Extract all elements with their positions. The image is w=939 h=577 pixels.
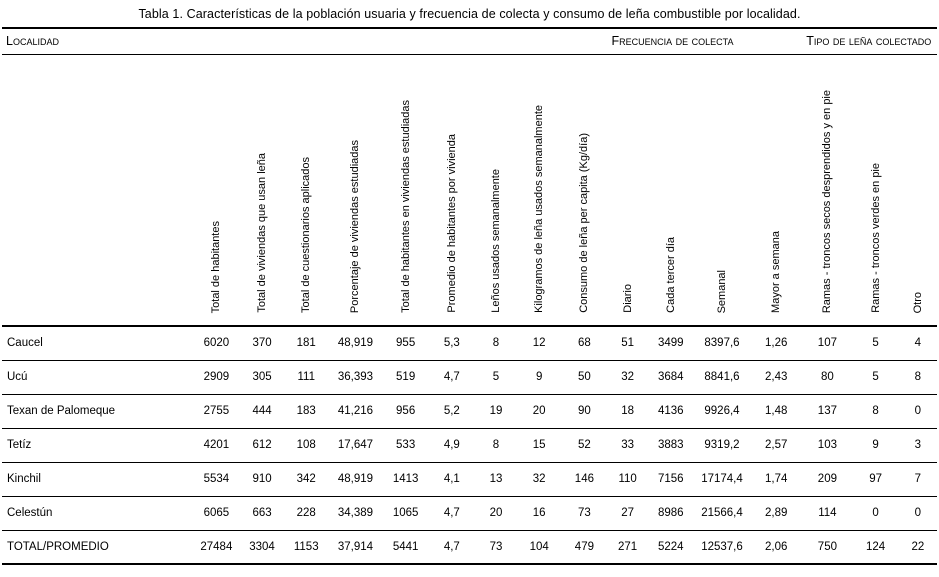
value-cell: 52 <box>577 439 591 451</box>
column-header-label: Otro <box>911 291 924 313</box>
value-cell: 1,74 <box>765 473 788 485</box>
column-header <box>750 54 802 326</box>
localidad-header: Localidad <box>2 28 608 54</box>
localidad-cell: Texan de Palomeque <box>7 405 116 417</box>
value-cell: 305 <box>252 371 272 383</box>
value-cell: 4,7 <box>443 540 460 553</box>
value-cell: 22 <box>911 540 925 553</box>
value-cell: 955 <box>396 337 416 350</box>
value-cell: 1,48 <box>765 405 788 417</box>
value-cell: 750 <box>817 540 837 553</box>
localidad-column-spacer <box>2 54 193 326</box>
value-cell: 68 <box>577 337 591 350</box>
value-cell: 1065 <box>392 507 419 519</box>
column-header-label: Kilogramos de leña usados semanalmente <box>533 105 546 313</box>
value-cell: 4 <box>914 337 922 350</box>
value-cell: 20 <box>489 507 503 519</box>
value-cell: 8 <box>492 439 500 451</box>
value-cell: 124 <box>866 540 886 553</box>
value-cell: 9926,4 <box>704 405 740 417</box>
value-cell: 3499 <box>657 337 684 350</box>
column-header <box>517 54 561 326</box>
column-header <box>240 54 284 326</box>
column-header-label: Leños usados semanalmente <box>489 169 502 313</box>
value-cell: 48,919 <box>337 473 374 485</box>
column-header-label: Semanal <box>715 269 728 313</box>
value-cell: 5441 <box>392 540 419 553</box>
column-header-row <box>2 54 937 326</box>
column-header <box>608 54 648 326</box>
value-cell: 209 <box>817 473 837 485</box>
group-header-row <box>2 28 937 54</box>
value-cell: 342 <box>296 473 316 485</box>
value-cell: 146 <box>574 473 594 485</box>
value-cell: 111 <box>297 371 315 383</box>
column-header-label: Consumo de leña per capita (Kg/día) <box>578 133 591 313</box>
column-header <box>383 54 429 326</box>
value-cell: 137 <box>817 405 837 417</box>
localidad-cell: Tetíz <box>7 439 32 451</box>
table-row <box>2 394 937 428</box>
column-header-label: Diario <box>621 284 634 313</box>
value-cell: 110 <box>618 473 637 485</box>
localidad-cell: Kinchil <box>7 473 41 485</box>
value-cell: 80 <box>821 371 834 383</box>
localidad-cell: TOTAL/PROMEDIO <box>7 540 109 553</box>
table-row <box>2 360 937 394</box>
column-header-label: Ramas - troncos secos desprendidos y en pie <box>821 89 834 313</box>
table-row <box>2 530 937 564</box>
value-cell: 3304 <box>249 540 275 553</box>
value-cell: 17,647 <box>337 439 374 451</box>
value-cell: 34,389 <box>337 507 374 519</box>
data-table <box>2 27 937 565</box>
column-header <box>899 54 937 326</box>
value-cell: 5 <box>872 337 879 350</box>
value-cell: 4201 <box>203 439 230 451</box>
value-cell: 910 <box>252 473 272 485</box>
value-cell: 21566,4 <box>701 507 743 519</box>
value-cell: 2,06 <box>765 540 788 553</box>
column-header <box>853 54 899 326</box>
value-cell: 19 <box>489 405 503 417</box>
value-cell: 181 <box>296 337 316 350</box>
value-cell: 73 <box>577 507 591 519</box>
frecuencia-de-colecta-group-header: Frecuencia de colecta <box>608 28 803 54</box>
value-cell: 8 <box>492 337 500 350</box>
column-header <box>648 54 694 326</box>
value-cell: 9319,2 <box>704 439 740 451</box>
column-header <box>328 54 382 326</box>
value-cell: 3684 <box>657 371 684 383</box>
value-cell: 73 <box>489 540 503 553</box>
table-row <box>2 496 937 530</box>
column-header <box>561 54 607 326</box>
value-cell: 27 <box>621 507 634 519</box>
value-cell: 9 <box>535 371 543 383</box>
value-cell: 612 <box>252 439 272 451</box>
value-cell: 7156 <box>657 473 684 485</box>
localidad-cell: Caucel <box>7 337 43 350</box>
value-cell: 2,57 <box>765 439 788 451</box>
column-header-label: Total de viviendas que usan leña <box>256 153 268 313</box>
value-cell: 4,7 <box>443 507 460 519</box>
value-cell: 8 <box>872 405 879 417</box>
column-header-label: Total de cuestionarios aplicados <box>300 157 313 313</box>
column-header <box>694 54 750 326</box>
page-title: Tabla 1. Características de la población usuaria y frecuencia de colecta y consumo de leña combustible por localidad. <box>138 7 801 21</box>
value-cell: 90 <box>577 405 591 417</box>
column-header-label: Total de habitantes <box>210 220 223 313</box>
value-cell: 8397,6 <box>704 337 740 350</box>
value-cell: 41,216 <box>337 405 374 417</box>
value-cell: 2,43 <box>765 371 788 383</box>
value-cell: 15 <box>532 439 546 451</box>
value-cell: 97 <box>869 473 882 485</box>
value-cell: 107 <box>817 337 837 350</box>
value-cell: 8 <box>914 371 922 383</box>
value-cell: 2909 <box>203 371 230 383</box>
column-header <box>284 54 328 326</box>
value-cell: 0 <box>872 507 879 519</box>
value-cell: 16 <box>532 507 546 519</box>
value-cell: 183 <box>296 405 316 417</box>
value-cell: 2755 <box>203 405 230 417</box>
column-header <box>193 54 240 326</box>
value-cell: 444 <box>252 405 272 417</box>
value-cell: 32 <box>621 371 634 383</box>
value-cell: 103 <box>817 439 837 451</box>
table-body <box>2 326 937 564</box>
value-cell: 6065 <box>203 507 230 519</box>
value-cell: 533 <box>396 439 416 451</box>
value-cell: 663 <box>252 507 272 519</box>
value-cell: 7 <box>914 473 922 485</box>
value-cell: 5224 <box>657 540 684 553</box>
value-cell: 4,1 <box>443 473 460 485</box>
value-cell: 228 <box>296 507 316 519</box>
value-cell: 33 <box>621 439 634 451</box>
column-header <box>802 54 852 326</box>
value-cell: 4,9 <box>443 439 460 451</box>
value-cell: 104 <box>529 540 549 553</box>
value-cell: 12537,6 <box>701 540 743 553</box>
table-row <box>2 428 937 462</box>
value-cell: 114 <box>818 507 837 519</box>
value-cell: 27484 <box>200 540 233 553</box>
value-cell: 956 <box>396 405 416 417</box>
value-cell: 32 <box>532 473 546 485</box>
column-header-label: Promedio de habitantes por vivienda <box>445 134 458 313</box>
value-cell: 5534 <box>203 473 230 485</box>
value-cell: 1413 <box>392 473 419 485</box>
localidad-cell: Celestún <box>7 507 53 519</box>
value-cell: 4136 <box>657 405 684 417</box>
value-cell: 5 <box>492 371 500 383</box>
value-cell: 1,26 <box>765 337 788 350</box>
value-cell: 20 <box>532 405 546 417</box>
value-cell: 17174,4 <box>701 473 743 485</box>
value-cell: 3883 <box>657 439 684 451</box>
column-header-label: Mayor a semana <box>770 231 783 313</box>
value-cell: 18 <box>621 405 634 417</box>
tipo-de-lena-group-header: Tipo de leña colectado <box>802 28 937 54</box>
value-cell: 5,3 <box>443 337 460 350</box>
value-cell: 108 <box>296 439 316 451</box>
value-cell: 0 <box>914 405 922 417</box>
value-cell: 8841,6 <box>704 371 740 383</box>
value-cell: 8986 <box>657 507 684 519</box>
table-row <box>2 326 937 360</box>
column-header-label: Total de habitantes en viviendas estudiadas <box>399 100 412 313</box>
value-cell: 5,2 <box>443 405 460 417</box>
value-cell: 519 <box>396 371 416 383</box>
value-cell: 13 <box>489 473 503 485</box>
value-cell: 5 <box>872 371 879 383</box>
value-cell: 479 <box>574 540 594 553</box>
value-cell: 6020 <box>203 337 230 350</box>
column-header-label: Cada tercer día <box>664 237 677 313</box>
value-cell: 370 <box>252 337 272 350</box>
value-cell: 4,7 <box>443 371 460 383</box>
value-cell: 36,393 <box>337 371 374 383</box>
column-header-label: Porcentaje de viviendas estudiadas <box>349 139 362 313</box>
value-cell: 51 <box>621 337 634 350</box>
column-header-label: Ramas - troncos verdes en pie <box>869 163 882 313</box>
value-cell: 12 <box>532 337 546 350</box>
localidad-cell: Ucú <box>7 371 28 383</box>
value-cell: 50 <box>577 371 591 383</box>
value-cell: 2,89 <box>765 507 788 519</box>
column-header <box>429 54 475 326</box>
value-cell: 271 <box>618 540 638 553</box>
value-cell: 48,919 <box>337 337 374 350</box>
value-cell: 37,914 <box>337 540 374 553</box>
column-header <box>475 54 517 326</box>
table-row <box>2 462 937 496</box>
value-cell: 0 <box>914 507 922 519</box>
value-cell: 3 <box>914 439 922 451</box>
value-cell: 1153 <box>293 540 319 553</box>
value-cell: 9 <box>872 439 879 451</box>
